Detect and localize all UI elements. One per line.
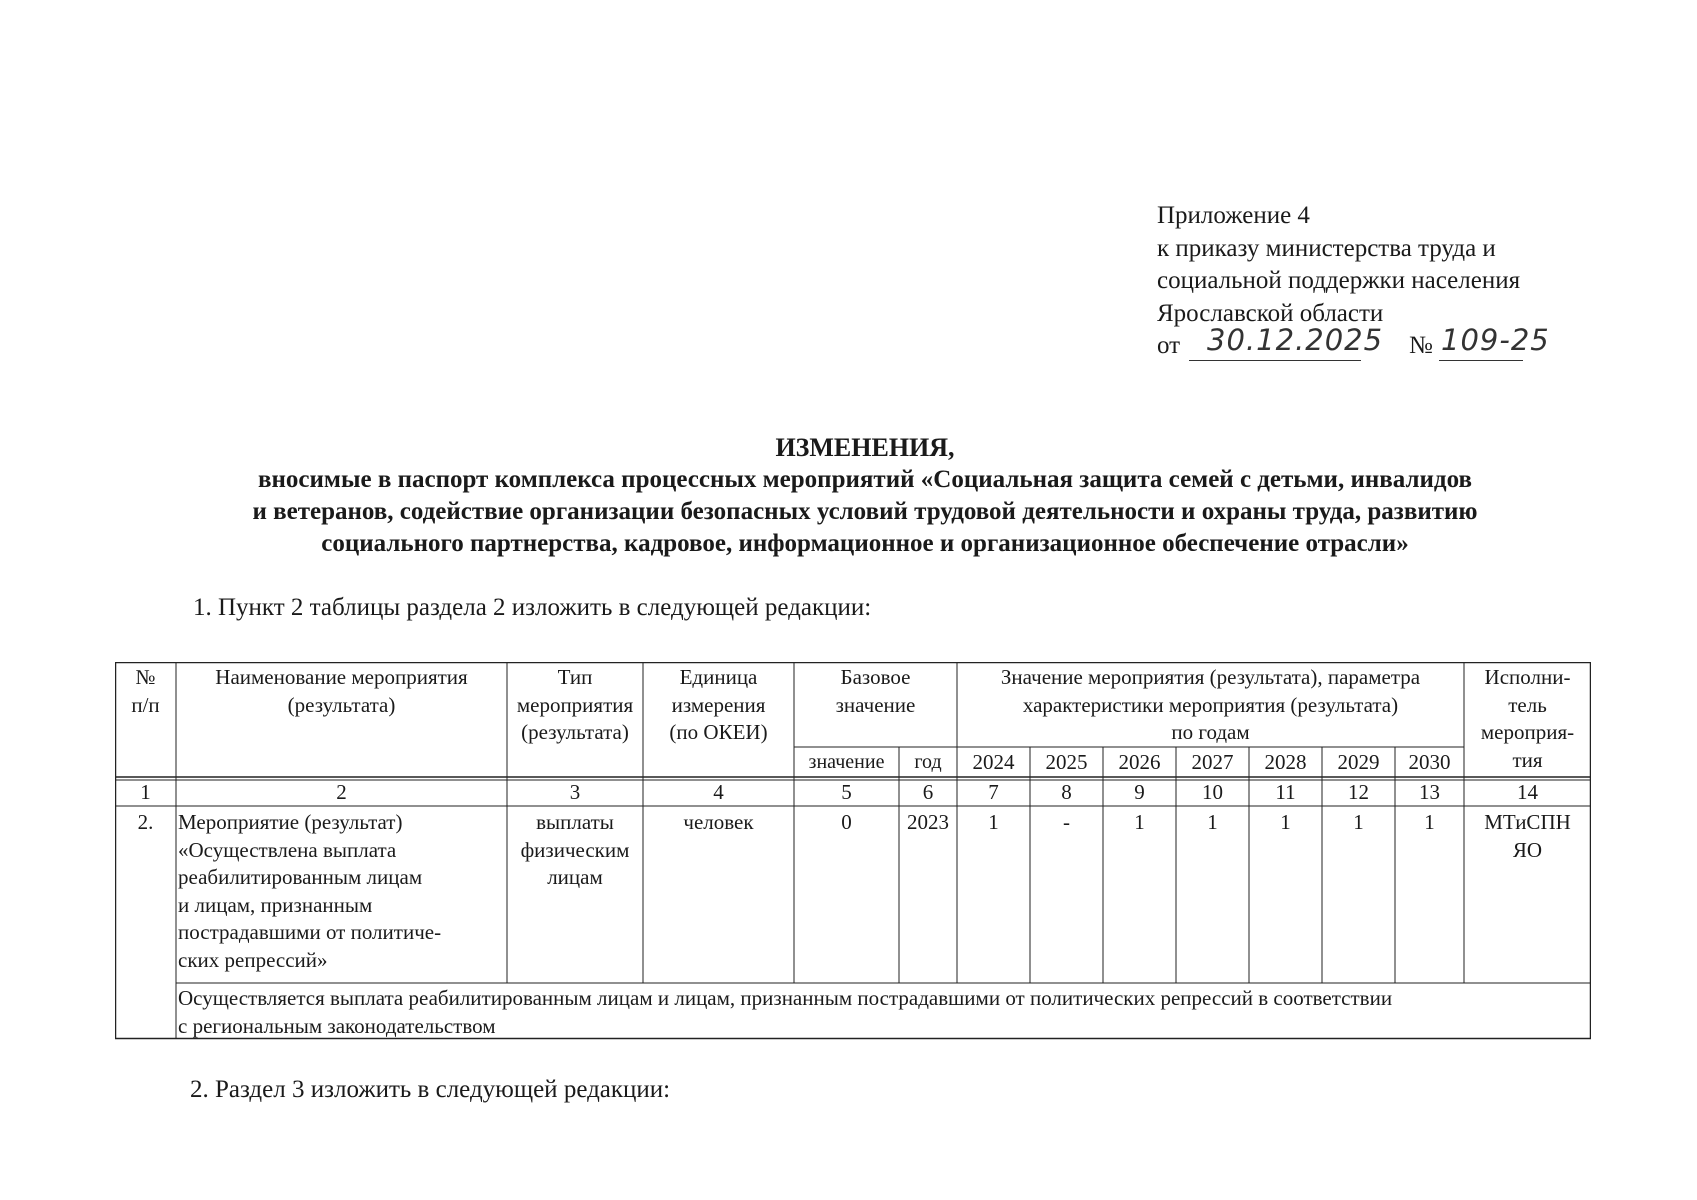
handwritten-date: 30.12.2025 <box>1207 323 1384 357</box>
row-note: Осуществляется выплата реабилитированным лицам и лицам, признанным пострадавшими от политических репрессий в соответствии с региональным законодательством <box>178 986 1393 1038</box>
appendix-line-1: Приложение 4 <box>1157 202 1310 229</box>
title-line-2: и ветеранов, содействие организации безопасных условий трудовой деятельности и охраны труда, развитию <box>252 498 1478 525</box>
header-year-2029: 2029 <box>1337 750 1380 774</box>
col-number: 11 <box>1275 780 1296 804</box>
col-number: 8 <box>1061 780 1072 804</box>
ot-label: от <box>1157 332 1181 359</box>
document-title <box>140 432 1590 560</box>
number-underline <box>1439 360 1523 361</box>
row-measure-name: Мероприятие (результат) «Осуществлена выплата реабилитированным лицам и лицам, признанным пострадавшими от политиче- ских репрессий» <box>178 810 442 972</box>
row-value-2025: - <box>1063 810 1070 834</box>
handwritten-number: 109-25 <box>1441 323 1550 357</box>
col-number: 7 <box>988 780 999 804</box>
row-base-year: 2023 <box>907 810 949 834</box>
header-base-year: год <box>914 751 942 773</box>
header-name: Наименование мероприятия (результата) <box>215 665 468 717</box>
header-year-2028: 2028 <box>1264 750 1307 774</box>
header-unit: Единица измерения (по ОКЕИ) <box>669 665 768 744</box>
row-value-2024: 1 <box>988 810 999 834</box>
header-year-2025: 2025 <box>1045 750 1088 774</box>
row-value-2029: 1 <box>1353 810 1364 834</box>
header-base-value: значение <box>808 751 885 773</box>
header-base: Базовое значение <box>835 665 916 717</box>
row-number: 2. <box>137 810 154 834</box>
title-line-3: социального партнерства, кадровое, информационное и организационное обеспечение отрасли» <box>321 530 1409 557</box>
row-executor: МТиСПН ЯО <box>1484 810 1571 862</box>
header-year-2026: 2026 <box>1118 750 1161 774</box>
row-measure-type: выплаты физическим лицам <box>520 810 630 889</box>
date-underline <box>1189 360 1361 361</box>
header-values-by-year: Значение мероприятия (результата), параметра характеристики мероприятия (результата) по годам <box>1000 665 1421 744</box>
appendix-line-4: Ярославской области <box>1157 299 1384 327</box>
row-value-2026: 1 <box>1134 810 1145 834</box>
header-year-2030: 2030 <box>1408 750 1451 774</box>
title-heading: ИЗМЕНЕНИЯ, <box>775 433 955 462</box>
item-1-text: 1. Пункт 2 таблицы раздела 2 изложить в следующей редакции: <box>193 594 872 621</box>
appendix-line-2: к приказу министерства труда и <box>1157 234 1496 262</box>
col-number: 6 <box>922 780 934 804</box>
header-type: Тип мероприятия (результата) <box>516 665 634 744</box>
measures-table <box>115 662 1591 1040</box>
row-unit: человек <box>683 810 754 834</box>
appendix-line-3: социальной поддержки населения <box>1157 267 1521 294</box>
order-date-number-line <box>1157 323 1637 363</box>
col-number: 5 <box>841 780 852 804</box>
row-value-2028: 1 <box>1280 810 1291 834</box>
row-value-2027: 1 <box>1207 810 1218 834</box>
col-number: 13 <box>1419 780 1440 804</box>
row-base-value: 0 <box>841 810 852 834</box>
col-number: 12 <box>1348 780 1369 804</box>
col-number: 9 <box>1134 780 1145 804</box>
col-number: 2 <box>336 780 347 804</box>
appendix-header <box>1157 200 1637 363</box>
col-number: 1 <box>140 780 151 804</box>
col-number: 14 <box>1517 780 1538 804</box>
header-year-2024: 2024 <box>972 750 1015 774</box>
col-number: 10 <box>1202 780 1223 804</box>
number-label: № <box>1409 332 1433 359</box>
title-line-1: вносимые в паспорт комплекса процессных мероприятий «Социальная защита семей с детьми, инвалидов <box>258 466 1472 493</box>
header-num: № п/п <box>131 665 160 717</box>
col-number: 3 <box>569 780 581 804</box>
header-executor: Исполни- тель мероприя- тия <box>1480 665 1575 772</box>
item-2-text: 2. Раздел 3 изложить в следующей редакции: <box>190 1076 671 1103</box>
header-year-2027: 2027 <box>1191 750 1234 774</box>
row-value-2030: 1 <box>1424 810 1435 834</box>
col-number: 4 <box>713 780 724 804</box>
